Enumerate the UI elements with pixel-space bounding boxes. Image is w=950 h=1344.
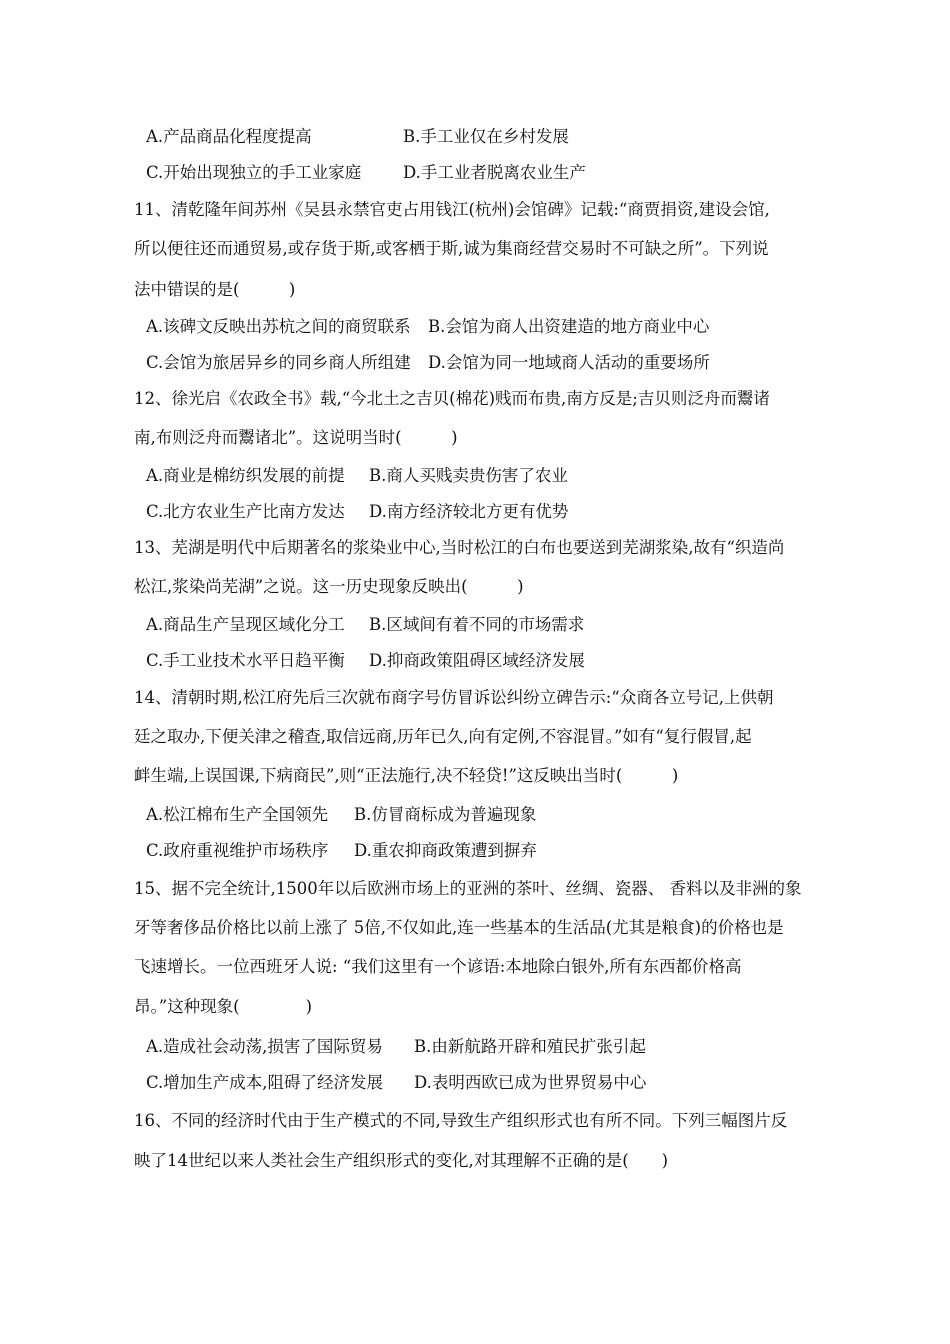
q11-option-row-2 xyxy=(146,352,710,374)
q15-stem-line-3: 飞速增长。一位西班牙人说: “我们这里有一个谚语:本地除白银外,所有东西都价格高 xyxy=(134,957,742,976)
q12-option-d[interactable]: D.南方经济较北方更有优势 xyxy=(369,502,569,521)
q15-option-a[interactable]: A.造成社会动荡,损害了国际贸易 xyxy=(146,1037,383,1056)
q12-option-row-2 xyxy=(146,501,569,523)
q16-stem-line-2: 映了14世纪以来人类社会生产组织形式的变化,对其理解不正确的是( ) xyxy=(134,1151,669,1170)
q15-option-c[interactable]: C.增加生产成本,阻碍了经济发展 xyxy=(146,1073,384,1092)
q15-option-b[interactable]: B.由新航路开辟和殖民扩张引起 xyxy=(414,1037,646,1056)
q11-stem-line-2: 所以便往还而通贸易,或存货于斯,或客栖于斯,诚为集商经营交易时不可缺之所”。下列说 xyxy=(134,239,769,258)
q11-option-a[interactable]: A.该碑文反映出苏杭之间的商贸联系 xyxy=(146,317,411,336)
q13-stem-line-1: 13、芜湖是明代中后期著名的浆染业中心,当时松江的白布也要送到芜湖浆染,故有“织造尚 xyxy=(134,538,785,557)
q15-option-row-2 xyxy=(146,1072,647,1094)
q14-option-row-2 xyxy=(146,840,537,862)
q11-stem-line-3: 法中错误的是( ) xyxy=(134,280,296,299)
q12-option-b[interactable]: B.商人买贱卖贵伤害了农业 xyxy=(369,466,568,485)
q13-option-c[interactable]: C.手工业技术水平日趋平衡 xyxy=(146,651,345,670)
q11-option-row-1 xyxy=(146,316,710,338)
q11-stem-line-1: 11、清乾隆年间苏州《吴县永禁官吏占用钱江(杭州)会馆碑》记载:“商贾捐资,建设会馆, xyxy=(134,200,770,219)
q13-option-row-2 xyxy=(146,650,585,672)
q10-option-row-1 xyxy=(146,126,569,148)
q13-option-b[interactable]: B.区域间有着不同的市场需求 xyxy=(369,615,585,634)
q15-option-d[interactable]: D.表明西欧已成为世界贸易中心 xyxy=(414,1073,647,1092)
q14-option-d[interactable]: D.重农抑商政策遭到摒弃 xyxy=(354,841,537,860)
q11-option-d[interactable]: D.会馆为同一地域商人活动的重要场所 xyxy=(428,353,710,372)
q10-option-d[interactable]: D.手工业者脱离农业生产 xyxy=(403,163,586,182)
q10-option-row-2 xyxy=(146,162,586,184)
q13-option-row-1 xyxy=(146,614,585,636)
q14-option-b[interactable]: B.仿冒商标成为普遍现象 xyxy=(354,805,537,824)
q10-option-b[interactable]: B.手工业仅在乡村发展 xyxy=(403,127,569,146)
q12-stem-line-1: 12、徐光启《农政全书》载,“今北土之吉贝(棉花)贱而布贵,南方反是;吉贝则泛舟而鬻诸 xyxy=(134,389,770,408)
q15-option-row-1 xyxy=(146,1036,646,1058)
q14-option-c[interactable]: C.政府重视维护市场秩序 xyxy=(146,841,329,860)
q11-option-b[interactable]: B.会馆为商人出资建造的地方商业中心 xyxy=(428,317,710,336)
q14-option-row-1 xyxy=(146,804,537,826)
q14-option-a[interactable]: A.松江棉布生产全国领先 xyxy=(146,805,329,824)
q15-stem-line-1: 15、据不完全统计,1500年以后欧洲市场上的亚洲的茶叶、丝绸、瓷器、 香料以及非洲的象 xyxy=(134,879,802,898)
q10-option-a[interactable]: A.产品商品化程度提高 xyxy=(146,127,312,146)
q14-stem-line-1: 14、清朝时期,松江府先后三次就布商字号仿冒诉讼纠纷立碑告示:“众商各立号记,上供朝 xyxy=(134,688,774,707)
q11-option-c[interactable]: C.会馆为旅居异乡的同乡商人所组建 xyxy=(146,353,411,372)
q12-option-row-1 xyxy=(146,465,568,487)
q12-option-a[interactable]: A.商业是棉纺织发展的前提 xyxy=(146,466,345,485)
q12-stem-line-2: 南,布则泛舟而鬻诸北”。这说明当时( ) xyxy=(134,428,458,447)
q14-stem-line-2: 廷之取办,下便关津之稽查,取信远商,历年已久,向有定例,不容混冒。”如有“复行假冒,起 xyxy=(134,727,752,746)
q10-option-c[interactable]: C.开始出现独立的手工业家庭 xyxy=(146,163,362,182)
q14-stem-line-3: 衅生端,上误国课,下病商民”,则“正法施行,决不轻贷!”这反映出当时( ) xyxy=(134,766,679,785)
q15-stem-line-2: 牙等奢侈品价格比以前上涨了 5倍,不仅如此,连一些基本的生活品(尤其是粮食)的价格也是 xyxy=(134,918,784,937)
q13-option-d[interactable]: D.抑商政策阻碍区域经济发展 xyxy=(369,651,585,670)
q12-option-c[interactable]: C.北方农业生产比南方发达 xyxy=(146,502,345,521)
q13-stem-line-2: 松江,浆染尚芜湖”之说。这一历史现象反映出( ) xyxy=(134,577,524,596)
q15-stem-line-4: 昂。”这种现象( ) xyxy=(134,997,313,1016)
q16-stem-line-1: 16、不同的经济时代由于生产模式的不同,导致生产组织形式也有所不同。下列三幅图片反 xyxy=(134,1111,788,1130)
q13-option-a[interactable]: A.商品生产呈现区域化分工 xyxy=(146,615,345,634)
